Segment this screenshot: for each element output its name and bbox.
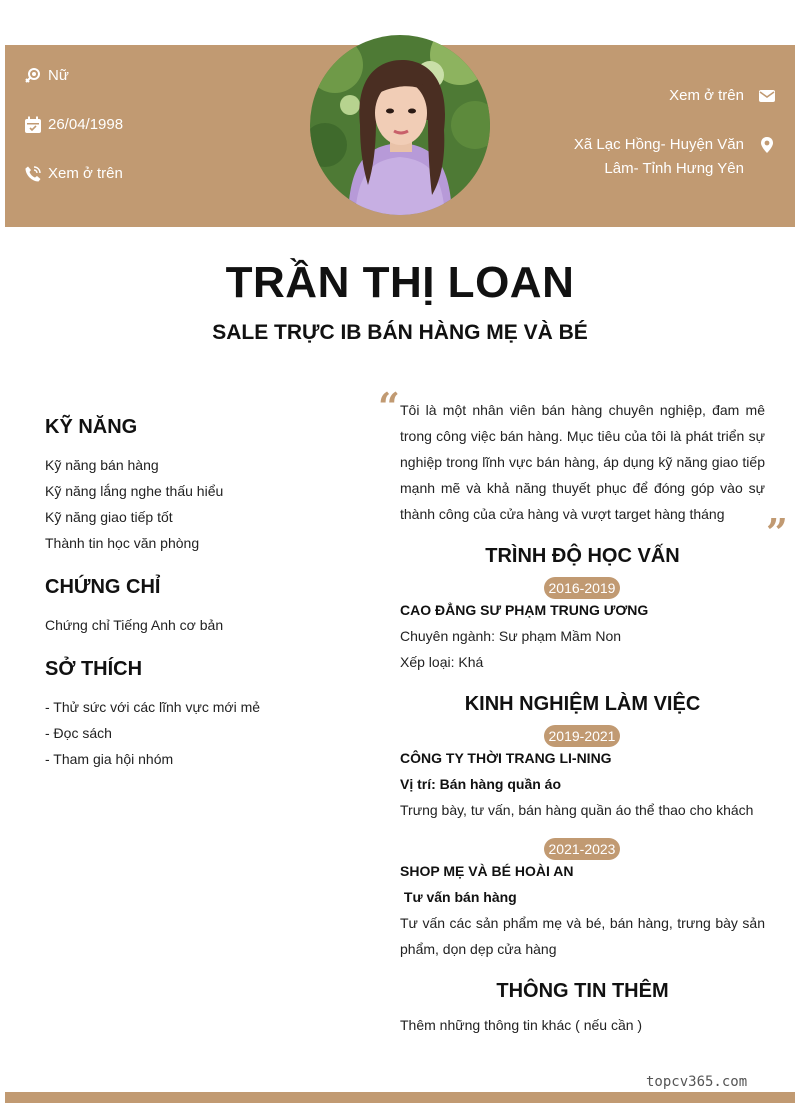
additional-info-title: THÔNG TIN THÊM (496, 980, 669, 1002)
job-position: Vị trí: Bán hàng quần áo (400, 776, 562, 792)
address-line-2: Lâm- Tỉnh Hưng Yên (604, 160, 744, 177)
birthday-text: 26/04/1998 (48, 116, 124, 133)
certificates-title: CHỨNG CHỈ (45, 576, 161, 598)
job-position: Tư vấn bán hàng (400, 889, 517, 905)
certificate-item: Chứng chỉ Tiếng Anh cơ bản (45, 617, 224, 633)
gender-text: Nữ (48, 67, 69, 84)
gender-icon (24, 67, 42, 85)
education-grade: Xếp loại: Khá (400, 654, 484, 670)
address-info (520, 133, 776, 181)
left-column (45, 412, 345, 772)
email-info (520, 84, 776, 108)
education-title: TRÌNH ĐỘ HỌC VẤN (485, 545, 680, 567)
address-line-1: Xã Lạc Hồng- Huyện Văn (573, 136, 744, 153)
job-title: SALE TRỰC IB BÁN HÀNG MẸ VÀ BÉ (212, 321, 588, 344)
job-company: CÔNG TY THỜI TRANG LI-NING (400, 750, 612, 766)
skill-item: Thành tin học văn phòng (45, 535, 200, 551)
email-icon (758, 87, 776, 105)
hobbies-title: SỞ THÍCH (45, 658, 143, 680)
skill-item: Kỹ năng bán hàng (45, 457, 159, 473)
experience-title: KINH NGHIỆM LÀM VIỆC (464, 693, 701, 715)
location-icon (758, 136, 776, 154)
additional-info-text: Thêm những thông tin khác ( nếu cần ) (400, 1017, 643, 1033)
avatar (310, 35, 490, 215)
skills-title: KỸ NĂNG (45, 416, 138, 438)
hobby-item: - Tham gia hội nhóm (45, 751, 174, 767)
skill-item: Kỹ năng lắng nghe thấu hiểu (45, 483, 224, 499)
birthday-info (24, 113, 123, 137)
quote-open-icon: “ (378, 384, 400, 429)
objective-text: Tôi là một nhân viên bán hàng chuyên nghiệp, đam mê trong công việc bán hàng. Mục tiêu của tôi là phát triển sự nghiệp trong lĩnh vực bán hàng, áp dụng kỹ năng giao tiếp mạnh mẽ và khả năng thuyết phục để đóng góp vào sự thành công của cửa hàng và vượt target hàng tháng (400, 402, 765, 522)
email-text: Xem ở trên (669, 87, 744, 104)
avatar-photo (310, 35, 490, 215)
hobby-item: - Thử sức với các lĩnh vực mới mẻ (45, 699, 261, 715)
phone-icon (24, 165, 42, 183)
job-description: Trưng bày, tư vấn, bán hàng quần áo thể thao cho khách (400, 802, 754, 818)
footer-bar (5, 1092, 795, 1103)
job-period: 2021-2023 (544, 838, 620, 860)
watermark: topcv365.com (646, 1074, 748, 1090)
job-description: Tư vấn các sản phẩm mẹ và bé, bán hàng, trưng bày sản phẩm, dọn dẹp cửa hàng (400, 915, 765, 957)
gender-info (24, 64, 69, 88)
quote-close-icon: ” (766, 510, 788, 555)
phone-info (24, 162, 123, 186)
job-period: 2019-2021 (544, 725, 620, 747)
skill-item: Kỹ năng giao tiếp tốt (45, 509, 173, 525)
education-school: CAO ĐẲNG SƯ PHẠM TRUNG ƯƠNG (400, 602, 649, 618)
education-period: 2016-2019 (544, 577, 620, 599)
job-company: SHOP MẸ VÀ BÉ HOÀI AN (400, 863, 574, 879)
education-major: Chuyên ngành: Sư phạm Mầm Non (400, 628, 622, 644)
hobby-item: - Đọc sách (45, 725, 112, 741)
calendar-icon (24, 116, 42, 134)
phone-text: Xem ở trên (48, 165, 123, 182)
candidate-name: TRẦN THỊ LOAN (225, 258, 575, 307)
